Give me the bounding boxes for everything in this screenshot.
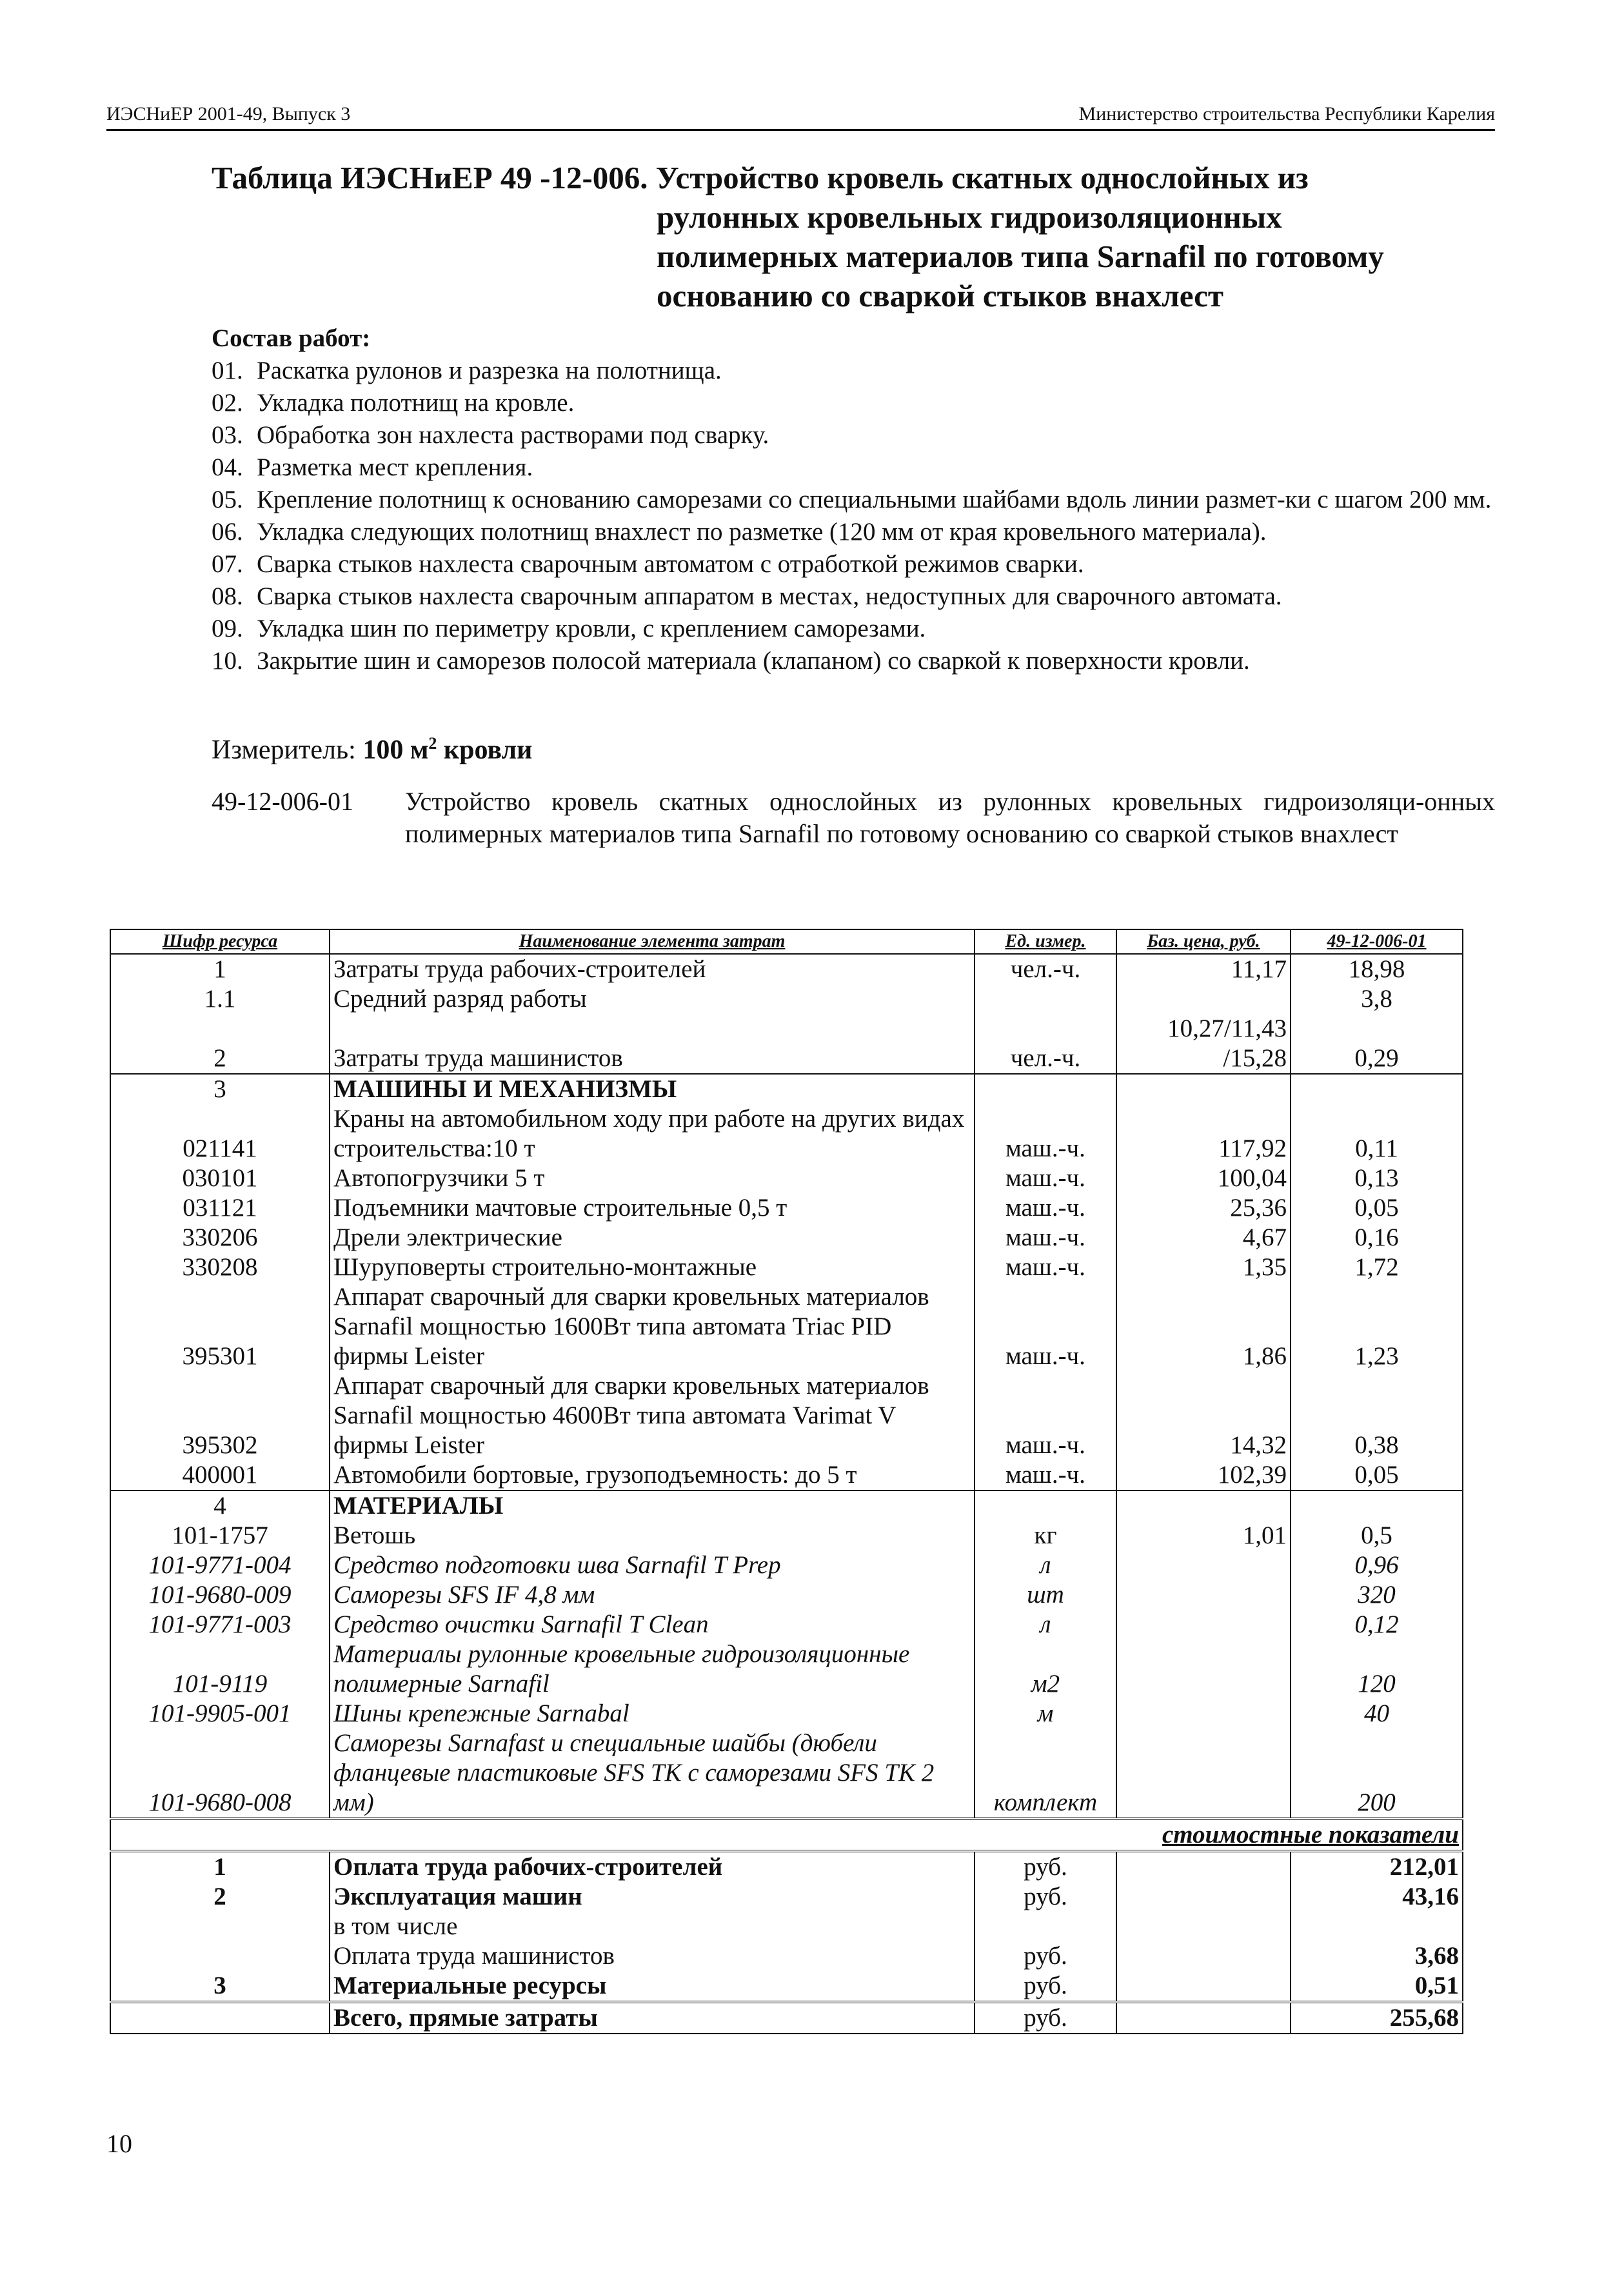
cell-unit: маш.-ч. (975, 1164, 1116, 1193)
cell-name: Материальные ресурсы (330, 1971, 975, 2002)
table-row (110, 1610, 1463, 1640)
cell-price (1116, 1851, 1291, 1882)
cell-unit: маш.-ч. (975, 1223, 1116, 1253)
cell-code: 101-9119 (110, 1640, 330, 1699)
cell-price (1116, 1580, 1291, 1610)
col-code-header: Шифр ресурса (110, 929, 330, 954)
cell-name: Краны на автомобильном ходу при работе на других видах строительства:10 т (330, 1104, 975, 1164)
table-row (110, 1640, 1463, 1699)
cost-row (110, 1971, 1463, 2002)
table-row (110, 1014, 1463, 1074)
cell-code: 3 (110, 1074, 330, 1104)
work-item (212, 516, 1495, 548)
norm-code: 49-12-006-01 (212, 787, 353, 816)
table-row (110, 1104, 1463, 1164)
cell-value: 200 (1291, 1729, 1463, 1819)
cell-unit (975, 984, 1116, 1014)
cell-value: 0,13 (1291, 1164, 1463, 1193)
work-item (212, 355, 1495, 387)
work-number: 05. (212, 486, 243, 513)
cell-code: 2 (110, 1882, 330, 1912)
work-number: 09. (212, 615, 243, 642)
title-line-4: основанию со сваркой стыков внахлест (657, 278, 1223, 313)
work-number: 03. (212, 421, 243, 449)
work-item (212, 484, 1495, 516)
cell-value: 0,12 (1291, 1610, 1463, 1640)
work-item (212, 451, 1495, 484)
cell-code: 1 (110, 1851, 330, 1882)
cell-price (1116, 1074, 1291, 1104)
table-row (110, 1521, 1463, 1551)
works-heading: Состав работ: (212, 324, 371, 352)
cell-price (1116, 1912, 1291, 1941)
cell-price (1116, 1640, 1291, 1699)
cell-name: Саморезы SFS IF 4,8 мм (330, 1580, 975, 1610)
cost-row (110, 1912, 1463, 1941)
cell-name: в том числе (330, 1912, 975, 1941)
table-row (110, 1580, 1463, 1610)
cell-price: 1,01 (1116, 1521, 1291, 1551)
measure-value: 100 $м^2$ кровли (362, 734, 533, 765)
cell-value: 0,11 (1291, 1104, 1463, 1164)
cell-code: 395301 (110, 1282, 330, 1371)
cell-price (1116, 1729, 1291, 1819)
cell-price (1116, 984, 1291, 1014)
cell-code: 101-1757 (110, 1521, 330, 1551)
cell-unit: комплект (975, 1729, 1116, 1819)
cell-code (110, 1941, 330, 1971)
title-line-1: Таблица ИЭСНиЕР 49 -12-006. Устройство кровель скатных однослойных из (212, 160, 1309, 195)
cell-unit (975, 1074, 1116, 1104)
cell-code (110, 1912, 330, 1941)
indicators-label: стоимостные показатели (110, 1819, 1463, 1851)
cell-name: Средство очистки Sarnafil T Clean (330, 1610, 975, 1640)
cell-price: 11,17 (1116, 954, 1291, 984)
cell-name: Подъемники мачтовые строительные 0,5 т (330, 1193, 975, 1223)
cell-unit: маш.-ч. (975, 1460, 1116, 1491)
cell-code: 400001 (110, 1460, 330, 1491)
cell-value: 18,98 (1291, 954, 1463, 984)
work-item (212, 419, 1495, 451)
cell-name: Ветошь (330, 1521, 975, 1551)
work-text: Раскатка рулонов и разрезка на полотнища. (257, 357, 722, 384)
work-number: 10. (212, 647, 243, 675)
cell-unit: руб. (975, 1851, 1116, 1882)
cell-value: 0,16 (1291, 1223, 1463, 1253)
work-number: 07. (212, 550, 243, 578)
cell-unit: руб. (975, 1882, 1116, 1912)
total-name: Всего, прямые затраты (330, 2002, 975, 2034)
table-row (110, 1164, 1463, 1193)
cell-unit: руб. (975, 1941, 1116, 1971)
cell-name: Саморезы Sarnafast и специальные шайбы (дюбели фланцевые пластиковые SFS TK с саморезами SFS TK 2 мм) (330, 1729, 975, 1819)
cell-unit: руб. (975, 1971, 1116, 2002)
work-item (212, 645, 1495, 677)
cell-name: Средство подготовки шва Sarnafil T Prep (330, 1551, 975, 1580)
header-right: Министерство строительства Республики Карелия (1078, 103, 1495, 124)
cell-unit: м2 (975, 1640, 1116, 1699)
cell-unit: шт (975, 1580, 1116, 1610)
table-row (110, 1253, 1463, 1282)
cell-name: Дрели электрические (330, 1223, 975, 1253)
work-text: Разметка мест крепления. (257, 453, 533, 481)
work-text: Закрытие шин и саморезов полосой материала (клапаном) со сваркой к поверхности кровли. (257, 647, 1250, 675)
cell-name: Эксплуатация машин (330, 1882, 975, 1912)
cell-value: 0,96 (1291, 1551, 1463, 1580)
cell-name: МАТЕРИАЛЫ (330, 1491, 975, 1521)
cell-code: 1.1 (110, 984, 330, 1014)
norm-description: Устройство кровель скатных однослойных из рулонных кровельных гидроизоляци-онных полимерных материалов типа Sarnafil по готовому основанию со сваркой стыков внахлест (405, 787, 1495, 848)
cell-unit: маш.-ч. (975, 1282, 1116, 1371)
indicators-row (110, 1819, 1463, 1851)
cell-price (1116, 1699, 1291, 1729)
cell-name: Средний разряд работы (330, 984, 975, 1014)
work-item (212, 548, 1495, 580)
cell-code: 101-9771-004 (110, 1551, 330, 1580)
cell-unit: л (975, 1610, 1116, 1640)
cost-table (110, 929, 1463, 2034)
code-block (212, 786, 1495, 850)
cell-price: 117,92 (1116, 1104, 1291, 1164)
cell-value: 0,29 (1291, 1014, 1463, 1074)
cell-price (1116, 1941, 1291, 1971)
col-value-header: 49-12-006-01 (1291, 929, 1463, 954)
cell-name: Оплата труда рабочих-строителей (330, 1851, 975, 1882)
cell-value: 40 (1291, 1699, 1463, 1729)
cell-code: 101-9680-008 (110, 1729, 330, 1819)
cell-code (110, 2002, 330, 2034)
cell-price: 14,32 (1116, 1371, 1291, 1460)
works-list (212, 322, 1495, 677)
cost-row (110, 1882, 1463, 1912)
cell-price (1116, 1491, 1291, 1521)
cell-value: 3,68 (1291, 1941, 1463, 1971)
cell-price: 4,67 (1116, 1223, 1291, 1253)
table-title (212, 158, 1501, 315)
cell-name: Затраты труда рабочих-строителей (330, 954, 975, 984)
cost-row (110, 1851, 1463, 1882)
cell-code: 101-9905-001 (110, 1699, 330, 1729)
cell-name: Аппарат сварочный для сварки кровельных материалов Sarnafil мощностью 4600Вт типа автомата Varimat V фирмы Leister (330, 1371, 975, 1460)
header-rule (106, 129, 1495, 131)
work-number: 01. (212, 357, 243, 384)
cell-value: 320 (1291, 1580, 1463, 1610)
table-row (110, 1074, 1463, 1104)
table-row (110, 1193, 1463, 1223)
table-row (110, 954, 1463, 984)
cell-unit (975, 1912, 1116, 1941)
work-number: 04. (212, 453, 243, 481)
cell-name: Автомобили бортовые, грузоподъемность: до 5 т (330, 1460, 975, 1491)
cell-name: Аппарат сварочный для сварки кровельных материалов Sarnafil мощностью 1600Вт типа автомата Triac PID фирмы Leister (330, 1282, 975, 1371)
work-number: 02. (212, 389, 243, 417)
cell-unit: маш.-ч. (975, 1193, 1116, 1223)
cell-code: 1 (110, 954, 330, 984)
work-number: 06. (212, 518, 243, 546)
col-name-header: Наименование элемента затрат (330, 929, 975, 954)
work-item (212, 387, 1495, 419)
work-text: Укладка следующих полотнищ внахлест по разметке (120 мм от края кровельного материала). (257, 518, 1267, 546)
col-unit-header: Ед. измер. (975, 929, 1116, 954)
title-line-3: полимерных материалов типа Sarnafil по готовому (657, 239, 1384, 274)
cell-price: 100,04 (1116, 1164, 1291, 1193)
cell-name: Шины крепежные Sarnabal (330, 1699, 975, 1729)
cell-code: 330206 (110, 1223, 330, 1253)
cell-unit: маш.-ч. (975, 1371, 1116, 1460)
work-text: Крепление полотнищ к основанию саморезами со специальными шайбами вдоль линии размет-ки с шагом 200 мм. (257, 486, 1492, 513)
work-text: Сварка стыков нахлеста сварочным аппаратом в местах, недоступных для сварочного автомата. (257, 582, 1282, 610)
total-row (110, 2002, 1463, 2034)
cell-code: 330208 (110, 1253, 330, 1282)
cell-value (1291, 1912, 1463, 1941)
cell-value: 0,38 (1291, 1371, 1463, 1460)
table-row (110, 1223, 1463, 1253)
cell-unit: чел.-ч. (975, 954, 1116, 984)
cell-value: 0,05 (1291, 1460, 1463, 1491)
table-row (110, 1282, 1463, 1371)
cell-code: 101-9771-003 (110, 1610, 330, 1640)
cell-price: 1,86 (1116, 1282, 1291, 1371)
table-row (110, 1699, 1463, 1729)
cell-value (1291, 1491, 1463, 1521)
cell-price: 25,36 (1116, 1193, 1291, 1223)
cell-code: 2 (110, 1014, 330, 1074)
cell-unit: м (975, 1699, 1116, 1729)
work-number: 08. (212, 582, 243, 610)
cell-value: 43,16 (1291, 1882, 1463, 1912)
cell-code: 395302 (110, 1371, 330, 1460)
table-row (110, 1371, 1463, 1460)
table-row (110, 1729, 1463, 1819)
table-row (110, 984, 1463, 1014)
measure (212, 734, 532, 766)
cell-name: Материалы рулонные кровельные гидроизоляционные полимерные Sarnafil (330, 1640, 975, 1699)
cell-value: 212,01 (1291, 1851, 1463, 1882)
cell-name: Автопогрузчики 5 т (330, 1164, 975, 1193)
cell-code: 3 (110, 1971, 330, 2002)
table-header-row (110, 929, 1463, 954)
cell-unit: маш.-ч. (975, 1104, 1116, 1164)
cell-code: 4 (110, 1491, 330, 1521)
cell-value: 120 (1291, 1640, 1463, 1699)
table-row (110, 1551, 1463, 1580)
cell-code: 101-9680-009 (110, 1580, 330, 1610)
page-header (106, 103, 1495, 129)
cell-unit: л (975, 1551, 1116, 1580)
cell-price: 102,39 (1116, 1460, 1291, 1491)
col-price-header: Баз. цена, руб. (1116, 929, 1291, 954)
table-row (110, 1491, 1463, 1521)
table-row (110, 1460, 1463, 1491)
cell-value: 0,05 (1291, 1193, 1463, 1223)
cell-name: Шуруповерты строительно-монтажные (330, 1253, 975, 1282)
cell-name: Затраты труда машинистов (330, 1014, 975, 1074)
cell-price (1116, 1971, 1291, 2002)
cell-unit: чел.-ч. (975, 1014, 1116, 1074)
work-text: Обработка зон нахлеста растворами под сварку. (257, 421, 769, 449)
cell-value: 1,72 (1291, 1253, 1463, 1282)
cell-price (1116, 1882, 1291, 1912)
cell-value (1291, 1074, 1463, 1104)
cell-unit: кг (975, 1521, 1116, 1551)
total-value: 255,68 (1291, 2002, 1463, 2034)
cell-unit (975, 1491, 1116, 1521)
cell-name: МАШИНЫ И МЕХАНИЗМЫ (330, 1074, 975, 1104)
cell-value: 1,23 (1291, 1282, 1463, 1371)
cell-value: 0,5 (1291, 1521, 1463, 1551)
header-left: ИЭСНиЕР 2001-49, Выпуск 3 (106, 103, 351, 124)
work-item (212, 580, 1495, 613)
work-item (212, 613, 1495, 645)
page-number: 10 (106, 2129, 132, 2158)
cell-code: 030101 (110, 1164, 330, 1193)
title-line-2: рулонных кровельных гидроизоляционных (657, 199, 1282, 235)
cell-price: 1,35 (1116, 1253, 1291, 1282)
work-text: Укладка шин по периметру кровли, с креплением саморезами. (257, 615, 926, 642)
cell-unit: маш.-ч. (975, 1253, 1116, 1282)
cell-value: 0,51 (1291, 1971, 1463, 2002)
cell-name: Оплата труда машинистов (330, 1941, 975, 1971)
cell-price: 10,27/11,43 /15,28 (1116, 1014, 1291, 1074)
cell-value: 3,8 (1291, 984, 1463, 1014)
measure-label: Измеритель: (212, 735, 356, 765)
cost-row (110, 1941, 1463, 1971)
work-text: Укладка полотнищ на кровле. (257, 389, 575, 417)
cell-code: 021141 (110, 1104, 330, 1164)
cell-price (1116, 2002, 1291, 2034)
total-unit: руб. (975, 2002, 1116, 2034)
cell-price (1116, 1551, 1291, 1580)
cell-code: 031121 (110, 1193, 330, 1223)
cell-price (1116, 1610, 1291, 1640)
work-text: Сварка стыков нахлеста сварочным автоматом с отработкой режимов сварки. (257, 550, 1084, 578)
